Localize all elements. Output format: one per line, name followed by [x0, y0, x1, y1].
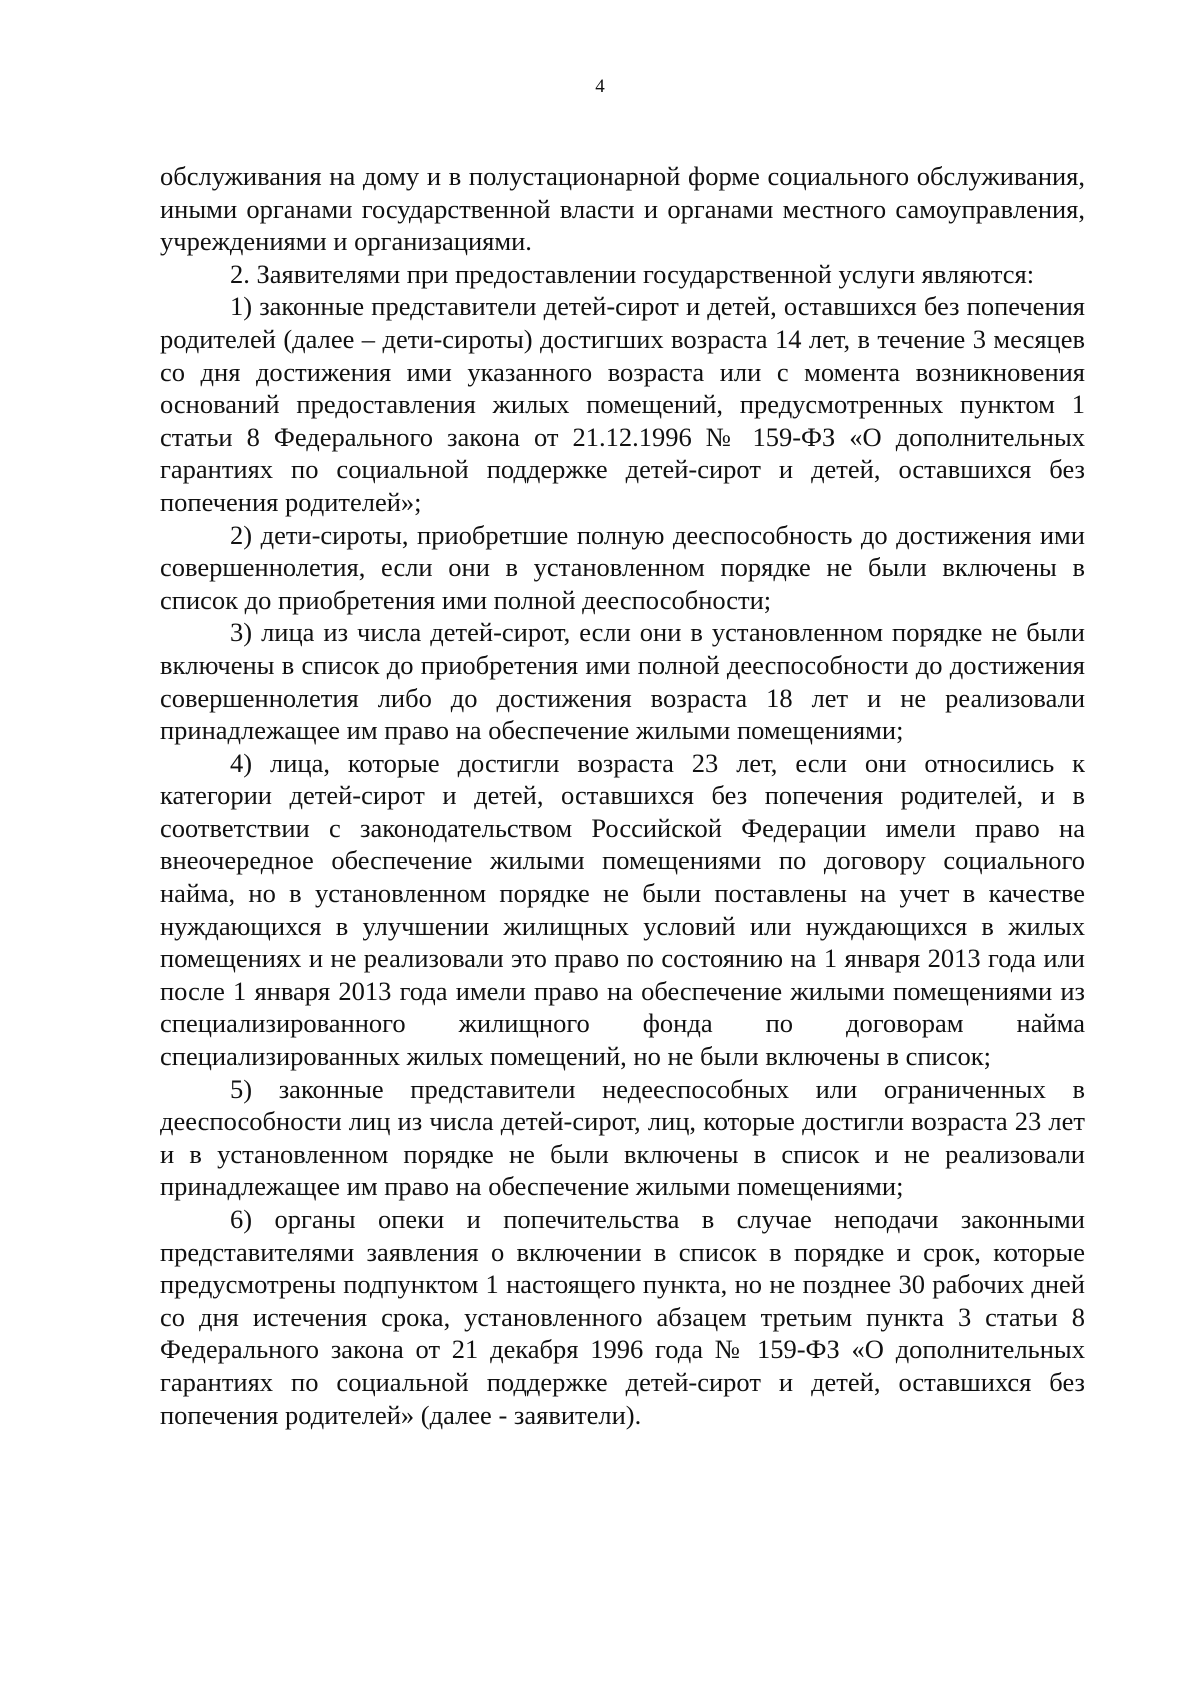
list-item-1: 1) законные представители детей-сирот и детей, оставшихся без попечения родителей (далее – дети-сироты) достигших возраста 14 лет, в течение 3 месяцев со дня достижения ими указанного возраста или с момента возникновения оснований предоставления жилых помещений, предусмотренных пунктом 1 статьи 8 Федерального закона от 21.12.1996 № 159-ФЗ «О дополнительных гарантиях по социальной поддержке детей-сирот и детей, оставшихся без попечения родителей»; — [160, 291, 1085, 517]
paragraph-applicants-intro: 2. Заявителями при предоставлении государственной услуги являются: — [230, 258, 1035, 289]
document-body — [160, 160, 1085, 1431]
list-item-4: 4) лица, которые достигли возраста 23 лет, если они относились к категории детей-сирот и детей, оставшихся без попечения родителей, и в соответствии с законодательством Российской Федерации имели право на внеочередное обеспечение жилыми помещениями по договору социального найма, но в установленном порядке не были поставлены на учет в качестве нуждающихся в улучшении жилищных условий или нуждающихся в жилых помещениях и не реализовали это право по состоянию на 1 января 2013 года или после 1 января 2013 года имели право на обеспечение жилыми помещениями из специализированного жилищного фонда по договорам найма специализированных жилых помещений, но не были включены в список; — [160, 747, 1085, 1072]
page-number: 4 — [595, 76, 605, 97]
list-item-2: 2) дети-сироты, приобретшие полную дееспособность до достижения ими совершеннолетия, если они в установленном порядке не были включены в список до приобретения ими полной дееспособности; — [160, 519, 1085, 615]
list-item-5: 5) законные представители недееспособных или ограниченных в дееспособности лиц из числа детей-сирот, лиц, которые достигли возраста 23 лет и в установленном порядке не были включены в список и не реализовали принадлежащее им право на обеспечение жилыми помещениями; — [160, 1073, 1085, 1202]
list-item-3: 3) лица из числа детей-сирот, если они в установленном порядке не были включены в список до приобретения ими полной дееспособности до достижения совершеннолетия либо до достижения возраста 18 лет и не реализовали принадлежащее им право на обеспечение жилыми помещениями; — [160, 617, 1085, 746]
list-item-6: 6) органы опеки и попечительства в случае неподачи законными представителями заявления о включении в список в порядке и срок, которые предусмотрены подпунктом 1 настоящего пункта, но не позднее 30 рабочих дней со дня истечения срока, установленного абзацем третьим пункта 3 статьи 8 Федерального закона от 21 декабря 1996 года № 159-ФЗ «О дополнительных гарантиях по социальной поддержке детей-сирот и детей, оставшихся без попечения родителей» (далее - заявители). — [160, 1204, 1085, 1430]
paragraph-continuation: обслуживания на дому и в полустационарной форме социального обслуживания, иными органами государственной власти и органами местного самоуправления, учреждениями и организациями. — [160, 161, 1085, 257]
